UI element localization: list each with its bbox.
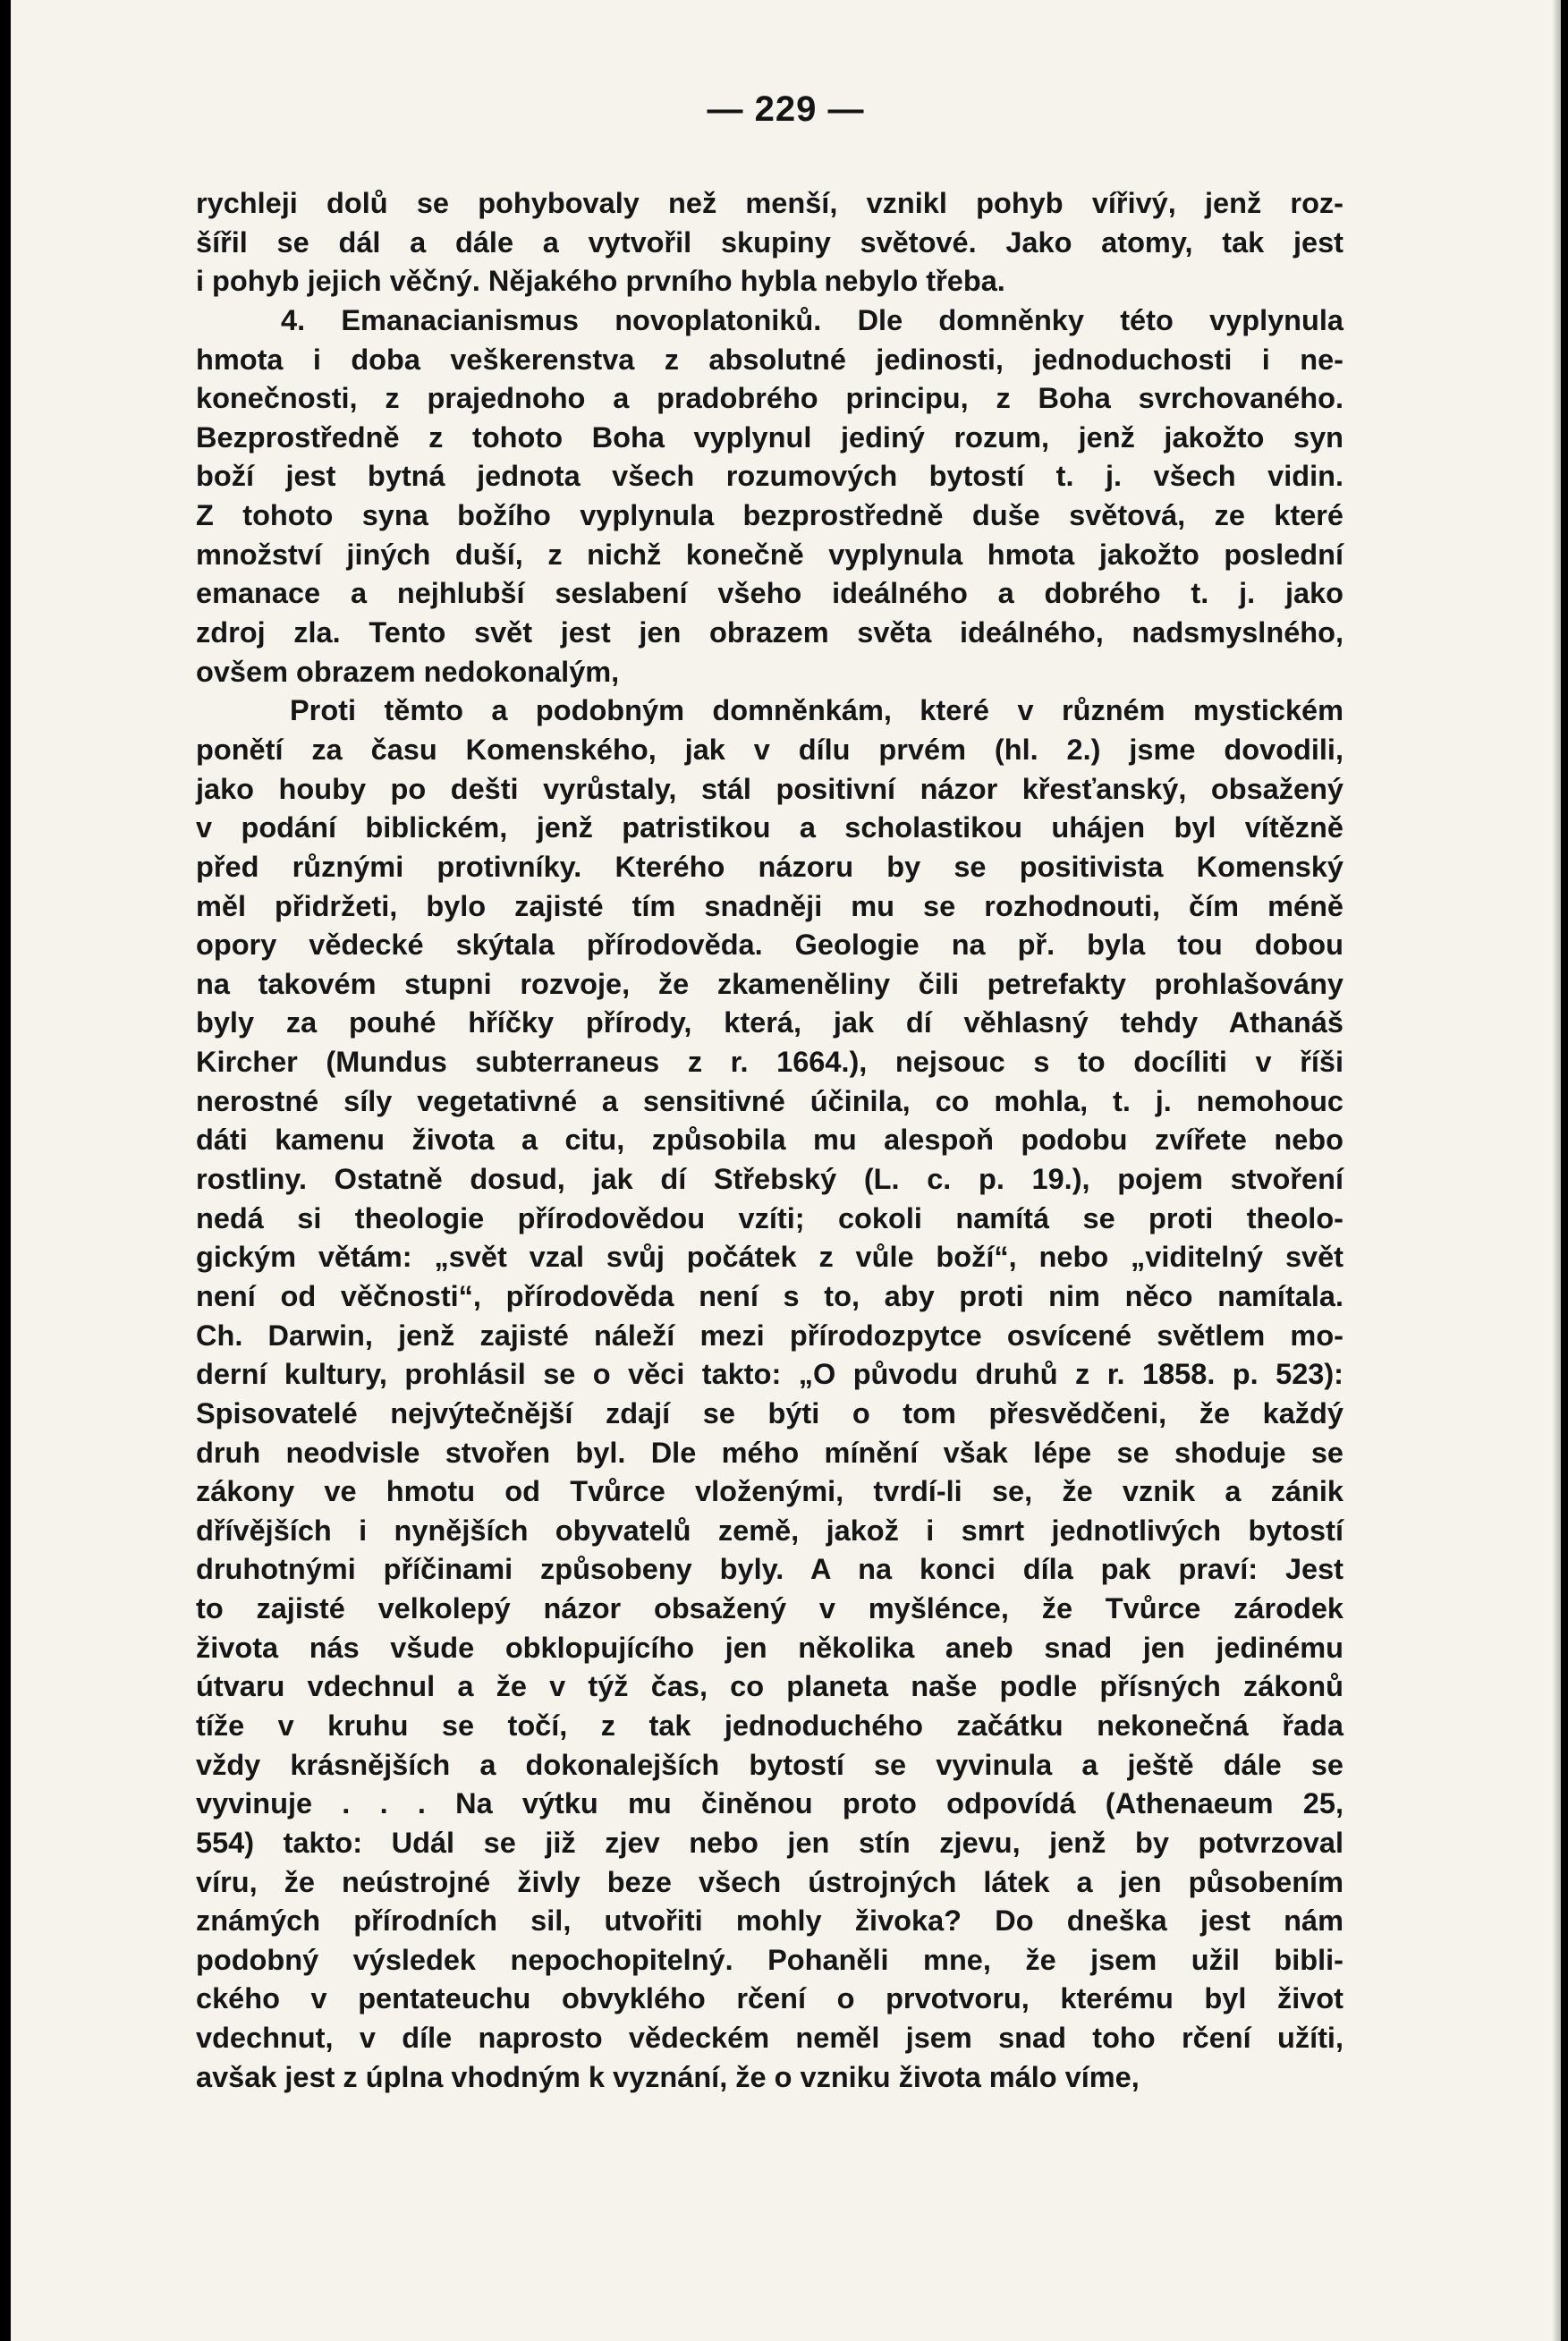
- text-line: života nás všude obklopujícího jen několika aneb snad jen jedinému: [196, 1631, 1343, 1664]
- text-line: i pohyb jejich věčný. Nějakého prvního hybla nebylo třeba.: [196, 265, 1005, 298]
- text-line: nedá si theologie přírodovědou vzíti; cokoli namítá se proti theolo-: [196, 1201, 1343, 1234]
- text-line: druh neodvisle stvořen byl. Dle mého mínění však lépe se shoduje se: [196, 1436, 1343, 1469]
- page-number: — 229 —: [707, 89, 865, 129]
- text-line: gickým větám: „svět vzal svůj počátek z vůle boží“, nebo „viditelný svět: [196, 1241, 1343, 1274]
- text-line: emanace a nejhlubší seslabení všeho ideálného a dobrého t. j. jako: [196, 577, 1343, 610]
- text-line: jako houby po dešti vyrůstaly, stál positivní názor křesťanský, obsažený: [196, 772, 1343, 805]
- text-line: konečnosti, z prajednoho a pradobrého principu, z Boha svrchovaného.: [196, 382, 1343, 415]
- text-line: v podání biblickém, jenž patristikou a scholastikou uhájen byl vítězně: [196, 811, 1343, 844]
- text-line: na takovém stupni rozvoje, že zkameněliny čili petrefakty prohlašovány: [196, 967, 1343, 1000]
- text-line: vždy krásnějších a dokonalejších bytostí se vyvinula a ještě dále se: [196, 1748, 1343, 1781]
- text-line: to zajisté velkolepý názor obsažený v myšlénce, že Tvůrce zárodek: [196, 1592, 1343, 1625]
- text-line: dřívějších i nynějších obyvatelů země, jakož i smrt jednotlivých bytostí: [196, 1514, 1343, 1547]
- text-line: Bezprostředně z tohoto Boha vyplynul jediný rozum, jenž jakožto syn: [196, 420, 1343, 454]
- text-line: není od věčnosti“, přírodověda není s to, aby proti nim něco namítala.: [196, 1279, 1343, 1312]
- text-line: vyvinuje . . . Na výtku mu činěnou proto odpovídá (Athenaeum 25,: [196, 1787, 1343, 1820]
- text-line: útvaru vdechnul a že v týž čas, co planeta naše podle přísných zákonů: [196, 1670, 1343, 1703]
- text-line: Spisovatelé nejvýtečnější zdají se býti o tom přesvědčeni, že každý: [196, 1396, 1343, 1429]
- text-line: opory vědecké skýtala přírodověda. Geologie na př. byla tou dobou: [196, 929, 1343, 962]
- text-line: měl přidržeti, bylo zajisté tím snadněji mu se rozhodnouti, čím méně: [196, 889, 1343, 922]
- book-page: [11, 0, 1561, 2341]
- text-line: tíže v kruhu se točí, z tak jednoduchého začátku nekonečná řada: [196, 1709, 1343, 1742]
- text-line: avšak jest z úplna vhodným k vyznání, že o vzniku života málo víme,: [196, 2060, 1140, 2093]
- text-line: 4. Emanacianismus novoplatoniků. Dle domněnky této vyplynula: [281, 303, 1343, 336]
- text-line: rychleji dolů se pohybovaly než menší, vznikl pohyb vířivý, jenž roz-: [196, 187, 1343, 219]
- text-line: ovšem obrazem nedokonalým,: [196, 655, 620, 688]
- text-line: rostliny. Ostatně dosud, jak dí Střebský (L. c. p. 19.), pojem stvoření: [196, 1163, 1343, 1196]
- text-line: Z tohoto syna božího vyplynula bezprostředně duše světová, ze které: [196, 499, 1343, 532]
- text-line: derní kultury, prohlásil se o věci takto: „O původu druhů z r. 1858. p. 523):: [196, 1358, 1343, 1391]
- text-line: ckého v pentateuchu obvyklého rčení o prvotvoru, kterému byl život: [196, 1982, 1343, 2015]
- page-body-text: [196, 184, 1343, 2097]
- text-line: Proti těmto a podobným domněnkám, které v různém mystickém: [290, 694, 1343, 727]
- text-line: Kircher (Mundus subterraneus z r. 1664.), nejsouc s to docíliti v říši: [196, 1046, 1343, 1079]
- text-line: podobný výsledek nepochopitelný. Pohaněli mne, že jsem užil bibli-: [196, 1943, 1343, 1976]
- text-line: zdroj zla. Tento svět jest jen obrazem světa ideálného, nadsmyslného,: [196, 616, 1343, 649]
- text-line: 554) takto: Udál se již zjev nebo jen stín zjevu, jenž by potvrzoval: [196, 1826, 1343, 1859]
- text-line: před různými protivníky. Kterého názoru by se positivista Komenský: [196, 850, 1343, 883]
- text-line: množství jiných duší, z nichž konečně vyplynula hmota jakožto poslední: [196, 538, 1343, 571]
- text-line: hmota i doba veškerenstva z absolutné jedinosti, jednoduchosti i ne-: [196, 343, 1343, 376]
- text-line: víru, že neústrojné živly beze všech ústrojných látek a jen působením: [196, 1865, 1343, 1898]
- text-line: boží jest bytná jednota všech rozumových bytostí t. j. všech vidin.: [196, 460, 1343, 493]
- text-line: dáti kamenu života a citu, způsobila mu alespoň podobu zvířete nebo: [196, 1124, 1343, 1157]
- text-line: šířil se dál a dále a vytvořil skupiny světové. Jako atomy, tak jest: [196, 225, 1343, 259]
- text-line: známých přírodních sil, utvořiti mohly živoka? Do dneška jest nám: [196, 1904, 1343, 1938]
- text-line: vdechnut, v díle naprosto vědeckém neměl jsem snad toho rčení užíti,: [196, 2022, 1343, 2055]
- text-line: druhotnými příčinami způsobeny byly. A na konci díla pak praví: Jest: [196, 1553, 1343, 1586]
- text-line: Ch. Darwin, jenž zajisté náleží mezi přírodozpytce osvícené světlem mo-: [196, 1319, 1343, 1352]
- text-line: zákony ve hmotu od Tvůrce vloženými, tvrdí-li se, že vznik a zánik: [196, 1475, 1343, 1508]
- text-line: ponětí za času Komenského, jak v dílu prvém (hl. 2.) jsme dovodili,: [196, 733, 1343, 766]
- text-line: nerostné síly vegetativné a sensitivné účinila, co mohla, t. j. nemohouc: [196, 1084, 1343, 1117]
- text-line: byly za pouhé hříčky přírody, která, jak dí věhlasný tehdy Athanáš: [196, 1006, 1343, 1039]
